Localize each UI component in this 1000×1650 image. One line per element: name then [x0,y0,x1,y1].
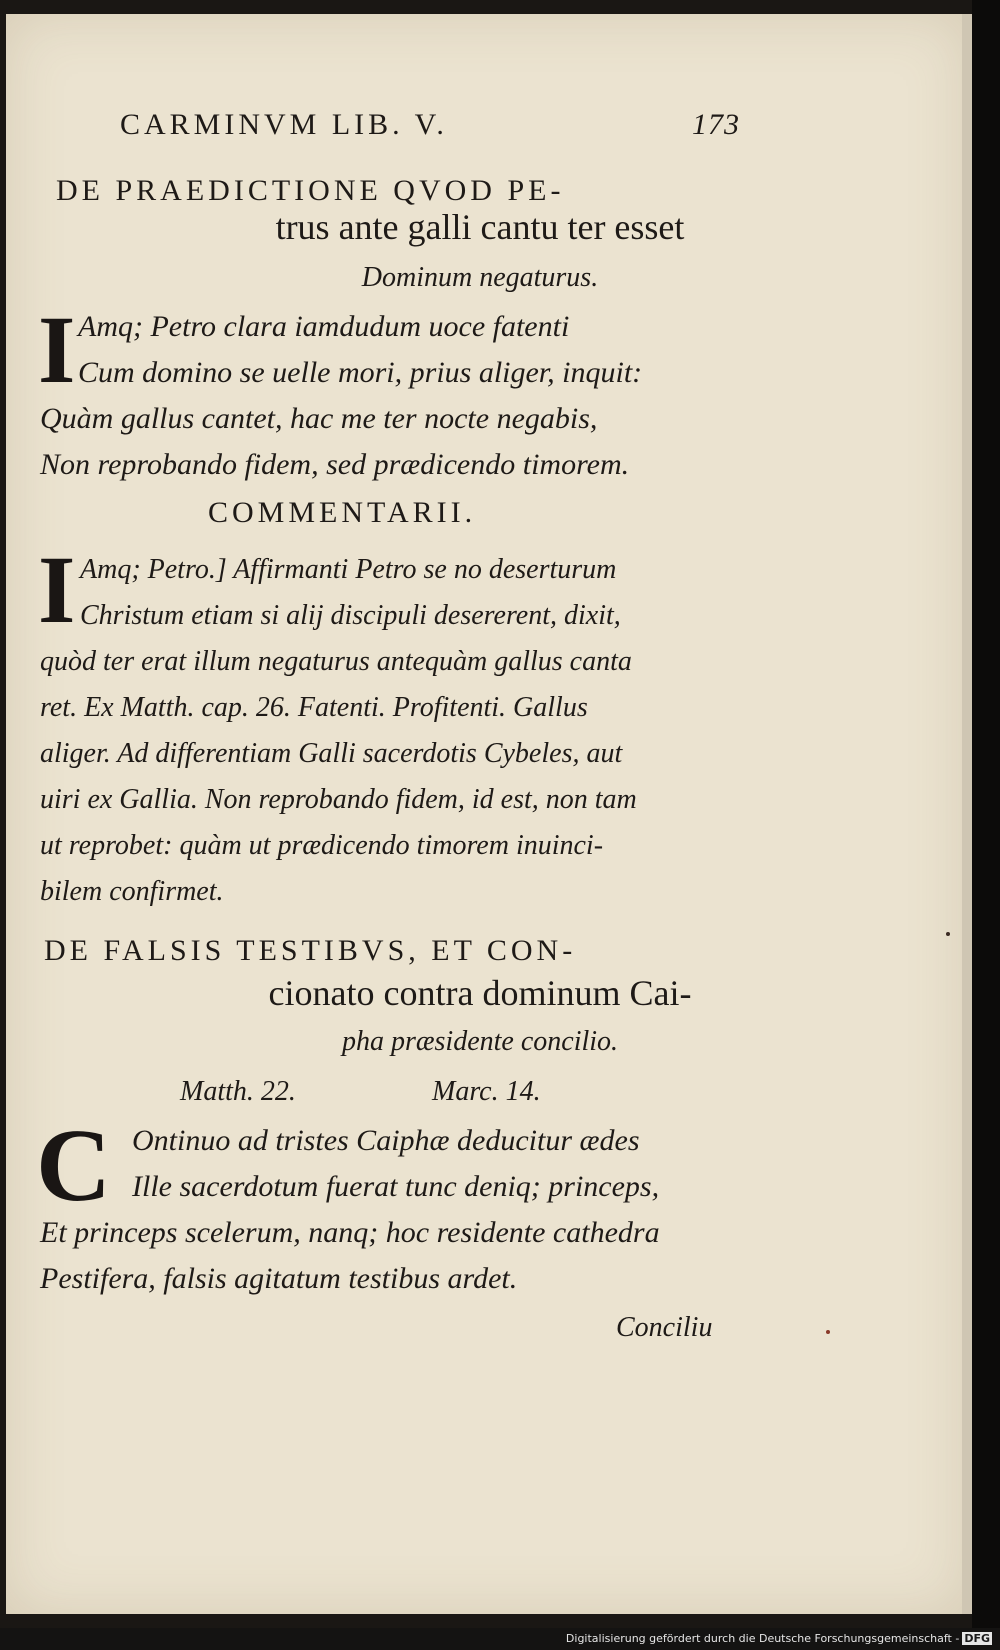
verse2-line: Ille sacerdotum fuerat tunc deniq; princeps, [132,1170,660,1203]
verse2-drop-initial: C [36,1108,112,1223]
paper-speck [826,1330,830,1334]
scripture-reference-matthew: Matth. 22. [180,1076,296,1107]
credit-text: Digitalisierung gefördert durch die Deutsche Forschungsgemeinschaft - [565,1632,960,1645]
commentary-line: bilem confirmet. [40,876,224,907]
verse2-line: Pestifera, falsis agitatum testibus ardet. [40,1262,518,1295]
commentary-line: uiri ex Gallia. Non reprobando fidem, id est, non tam [40,784,637,815]
section1-heading-line3: Dominum negaturus. [361,262,599,293]
commentary-line: aliger. Ad differentiam Galli sacerdotis Cybeles, aut [40,738,623,769]
section1-heading-caps: DE PRAEDICTIONE QVOD PE- [56,174,565,207]
commentary-line: quòd ter erat illum negaturus antequàm gallus canta [40,646,632,677]
digitization-credit [566,1632,992,1645]
verse2-line: Ontinuo ad tristes Caiphæ deducitur ædes [132,1124,640,1157]
scan-border [972,0,1000,1650]
verse1-drop-initial: I [38,296,76,403]
section1-heading-line2: trus ante galli cantu ter esset [275,207,685,247]
commentary-heading: COMMENTARII. [208,496,477,529]
verse1-line: Cum domino se uelle mori, prius aliger, inquit: [78,356,643,389]
section2-heading-line2: cionato contra dominum Cai- [268,973,692,1013]
commentary-line: Christum etiam si alij discipuli desererent, dixit, [80,600,621,631]
paper-speck [946,932,950,936]
running-header [120,108,740,142]
catchword: Conciliu [616,1312,713,1343]
dfg-logo: DFG [964,1632,990,1645]
commentary-line: ret. Ex Matth. cap. 26. Fatenti. Profitenti. Gallus [40,692,588,723]
running-title: CARMINVM LIB. V. [120,108,448,141]
commentary-line: ut reprobet: quàm ut prædicendo timorem inuinci- [40,830,604,861]
page-edge [962,14,972,1614]
commentary-drop-initial: I [38,536,76,643]
verse1-line: Quàm gallus cantet, hac me ter nocte negabis, [40,402,598,435]
verse1-line: Amq; Petro clara iamdudum uoce fatenti [78,310,570,343]
section2-heading-caps: DE FALSIS TESTIBVS, ET CON- [44,934,577,967]
page-number: 173 [692,108,740,141]
commentary-line: Amq; Petro.] Affirmanti Petro se no deserturum [80,554,617,585]
verse1-line: Non reprobando fidem, sed prædicendo timorem. [40,448,630,481]
verse2-line: Et princeps scelerum, nanq; hoc residente cathedra [40,1216,660,1249]
scripture-reference-mark: Marc. 14. [432,1076,541,1107]
section2-heading-line3: pha præsidente concilio. [341,1026,619,1057]
